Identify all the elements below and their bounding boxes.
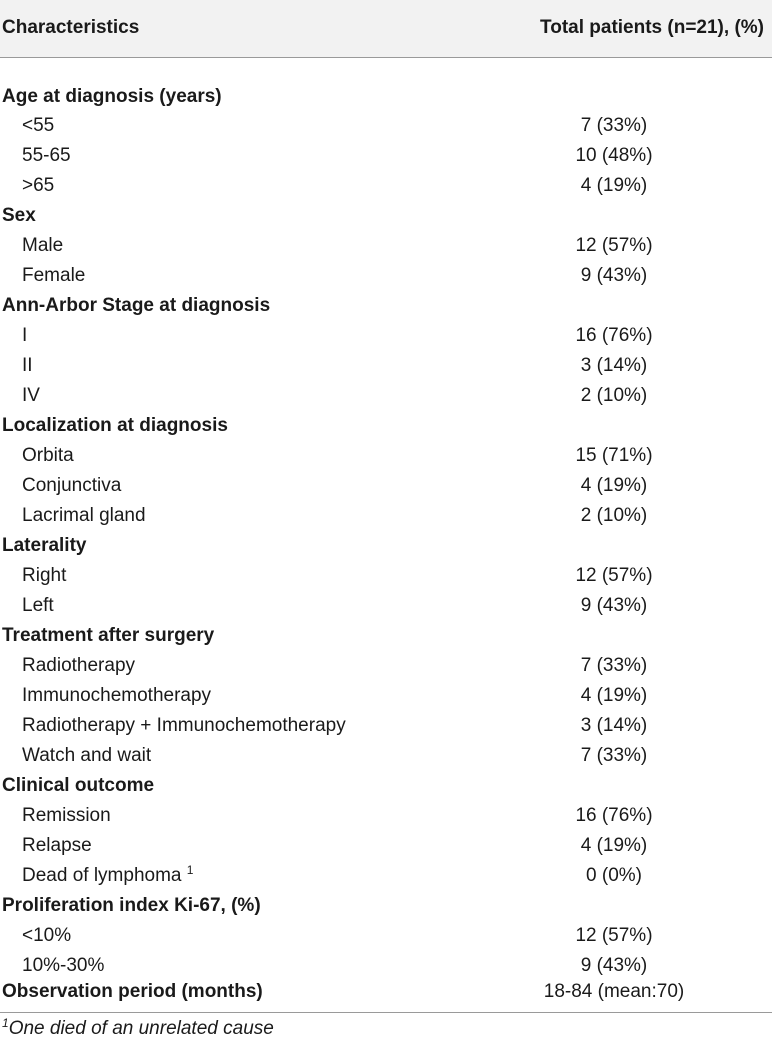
- row-label: [0, 471, 456, 501]
- row-value: 7 (33%): [580, 655, 648, 676]
- row-value: 0 (0%): [586, 865, 642, 886]
- table-group-row: [0, 57, 772, 111]
- table-body: [0, 57, 772, 1012]
- label-text: 10%-30%: [22, 955, 105, 976]
- label-text: Conjunctiva: [22, 475, 122, 496]
- row-value: [456, 411, 772, 441]
- header-characteristics: Characteristics: [0, 0, 456, 57]
- label-text: Laterality: [2, 535, 87, 556]
- row-value: 2 (10%): [580, 505, 648, 526]
- label-text: Clinical outcome: [2, 775, 155, 796]
- row-value: 15 (71%): [575, 445, 653, 466]
- row-value: 9 (43%): [580, 955, 648, 976]
- row-value: [456, 621, 772, 651]
- row-value: 12 (57%): [575, 235, 653, 256]
- label-text: IV: [22, 385, 40, 406]
- label-text: Dead of lymphoma: [22, 865, 182, 886]
- group-label: [0, 57, 456, 111]
- table-row: [0, 801, 772, 831]
- row-label: [0, 681, 456, 711]
- table-row: [0, 231, 772, 261]
- table-row: [0, 951, 772, 981]
- table-row: [0, 861, 772, 891]
- table-row: [0, 831, 772, 861]
- row-label: [0, 921, 456, 951]
- label-text: Treatment after surgery: [2, 625, 215, 646]
- row-label: [0, 321, 456, 351]
- row-value: [456, 201, 772, 231]
- table-group-row: [0, 981, 772, 1012]
- label-text: Ann-Arbor Stage at diagnosis: [2, 295, 271, 316]
- row-value: [456, 771, 772, 801]
- table-group-row: [0, 291, 772, 321]
- row-value: 9 (43%): [580, 595, 648, 616]
- label-text: Remission: [22, 805, 111, 826]
- row-value: 16 (76%): [575, 805, 653, 826]
- label-text: Right: [22, 565, 67, 586]
- row-label: [0, 231, 456, 261]
- label-text: <10%: [22, 925, 72, 946]
- label-text: >65: [22, 175, 55, 196]
- table-row: [0, 921, 772, 951]
- row-value: 4 (19%): [580, 475, 648, 496]
- table-footnote: [2, 1016, 274, 1039]
- group-label: [0, 891, 456, 921]
- row-value: 4 (19%): [580, 835, 648, 856]
- table-header-row: [0, 0, 772, 57]
- group-label: [0, 531, 456, 561]
- label-text: Orbita: [22, 445, 74, 466]
- table-group-row: [0, 891, 772, 921]
- label-text: Radiotherapy: [22, 655, 136, 676]
- table-row: [0, 711, 772, 741]
- label-text: I: [22, 325, 28, 346]
- label-text: Localization at diagnosis: [2, 415, 228, 436]
- label-text: Male: [22, 235, 64, 256]
- group-label: [0, 411, 456, 441]
- label-text: Proliferation index Ki-67, (%): [2, 895, 261, 916]
- row-value: 7 (33%): [580, 115, 648, 136]
- row-label: [0, 111, 456, 141]
- table-row: [0, 651, 772, 681]
- table-row: [0, 441, 772, 471]
- row-label: [0, 381, 456, 411]
- table-row: [0, 141, 772, 171]
- table-group-row: [0, 771, 772, 801]
- header-total-patients: Total patients (n=21), (%): [456, 0, 772, 57]
- table-row: [0, 741, 772, 771]
- row-label: [0, 651, 456, 681]
- row-value: [456, 291, 772, 321]
- label-text: II: [22, 355, 33, 376]
- label-text: Age at diagnosis (years): [2, 86, 222, 107]
- footnote-marker: 1: [2, 1016, 9, 1030]
- table-row: [0, 321, 772, 351]
- label-text: Relapse: [22, 835, 92, 856]
- row-value: 3 (14%): [580, 355, 648, 376]
- label-text: Radiotherapy + Immunochemotherapy: [22, 715, 346, 736]
- row-label: [0, 501, 456, 531]
- table-group-row: [0, 531, 772, 561]
- row-value: 12 (57%): [575, 565, 653, 586]
- group-label: [0, 201, 456, 231]
- label-text: 55-65: [22, 145, 71, 166]
- row-label: [0, 141, 456, 171]
- group-label: [0, 621, 456, 651]
- row-value: [456, 531, 772, 561]
- row-label: [0, 831, 456, 861]
- row-label: [0, 561, 456, 591]
- table-row: [0, 471, 772, 501]
- label-text: <55: [22, 115, 55, 136]
- row-label: [0, 801, 456, 831]
- row-value: 10 (48%): [575, 145, 653, 166]
- table-group-row: [0, 411, 772, 441]
- label-text: Observation period (months): [2, 981, 263, 1002]
- row-label: [0, 261, 456, 291]
- table-row: [0, 591, 772, 621]
- table-group-row: [0, 621, 772, 651]
- row-value: 7 (33%): [580, 745, 648, 766]
- row-label: [0, 741, 456, 771]
- row-value: [456, 57, 772, 111]
- label-text: Watch and wait: [22, 745, 152, 766]
- table-row: [0, 381, 772, 411]
- row-label: [0, 711, 456, 741]
- row-value: 18-84 (mean:70): [456, 981, 772, 1012]
- table-row: [0, 261, 772, 291]
- row-value: [456, 891, 772, 921]
- row-label: [0, 591, 456, 621]
- table-row: [0, 561, 772, 591]
- table-group-row: [0, 201, 772, 231]
- row-value: 2 (10%): [580, 385, 648, 406]
- footnote-text: One died of an unrelated cause: [8, 1018, 274, 1039]
- table-row: [0, 501, 772, 531]
- table-row: [0, 351, 772, 381]
- row-value: 16 (76%): [575, 325, 653, 346]
- label-text: Sex: [2, 205, 36, 226]
- group-label: [0, 981, 456, 1012]
- row-label: [0, 171, 456, 201]
- row-label: [0, 441, 456, 471]
- row-value: 4 (19%): [580, 175, 648, 196]
- label-text: Immunochemotherapy: [22, 685, 212, 706]
- label-text: Female: [22, 265, 86, 286]
- group-label: [0, 771, 456, 801]
- table-row: [0, 111, 772, 141]
- row-label: [0, 951, 456, 981]
- group-label: [0, 291, 456, 321]
- footnote-reference: 1: [186, 863, 194, 877]
- table-row: [0, 681, 772, 711]
- row-label: [0, 351, 456, 381]
- label-text: Lacrimal gland: [22, 505, 146, 526]
- row-value: 9 (43%): [580, 265, 648, 286]
- row-value: 12 (57%): [575, 925, 653, 946]
- row-value: 3 (14%): [580, 715, 648, 736]
- table-row: [0, 171, 772, 201]
- label-text: Left: [22, 595, 54, 616]
- row-label: [0, 861, 456, 891]
- row-value: 4 (19%): [580, 685, 648, 706]
